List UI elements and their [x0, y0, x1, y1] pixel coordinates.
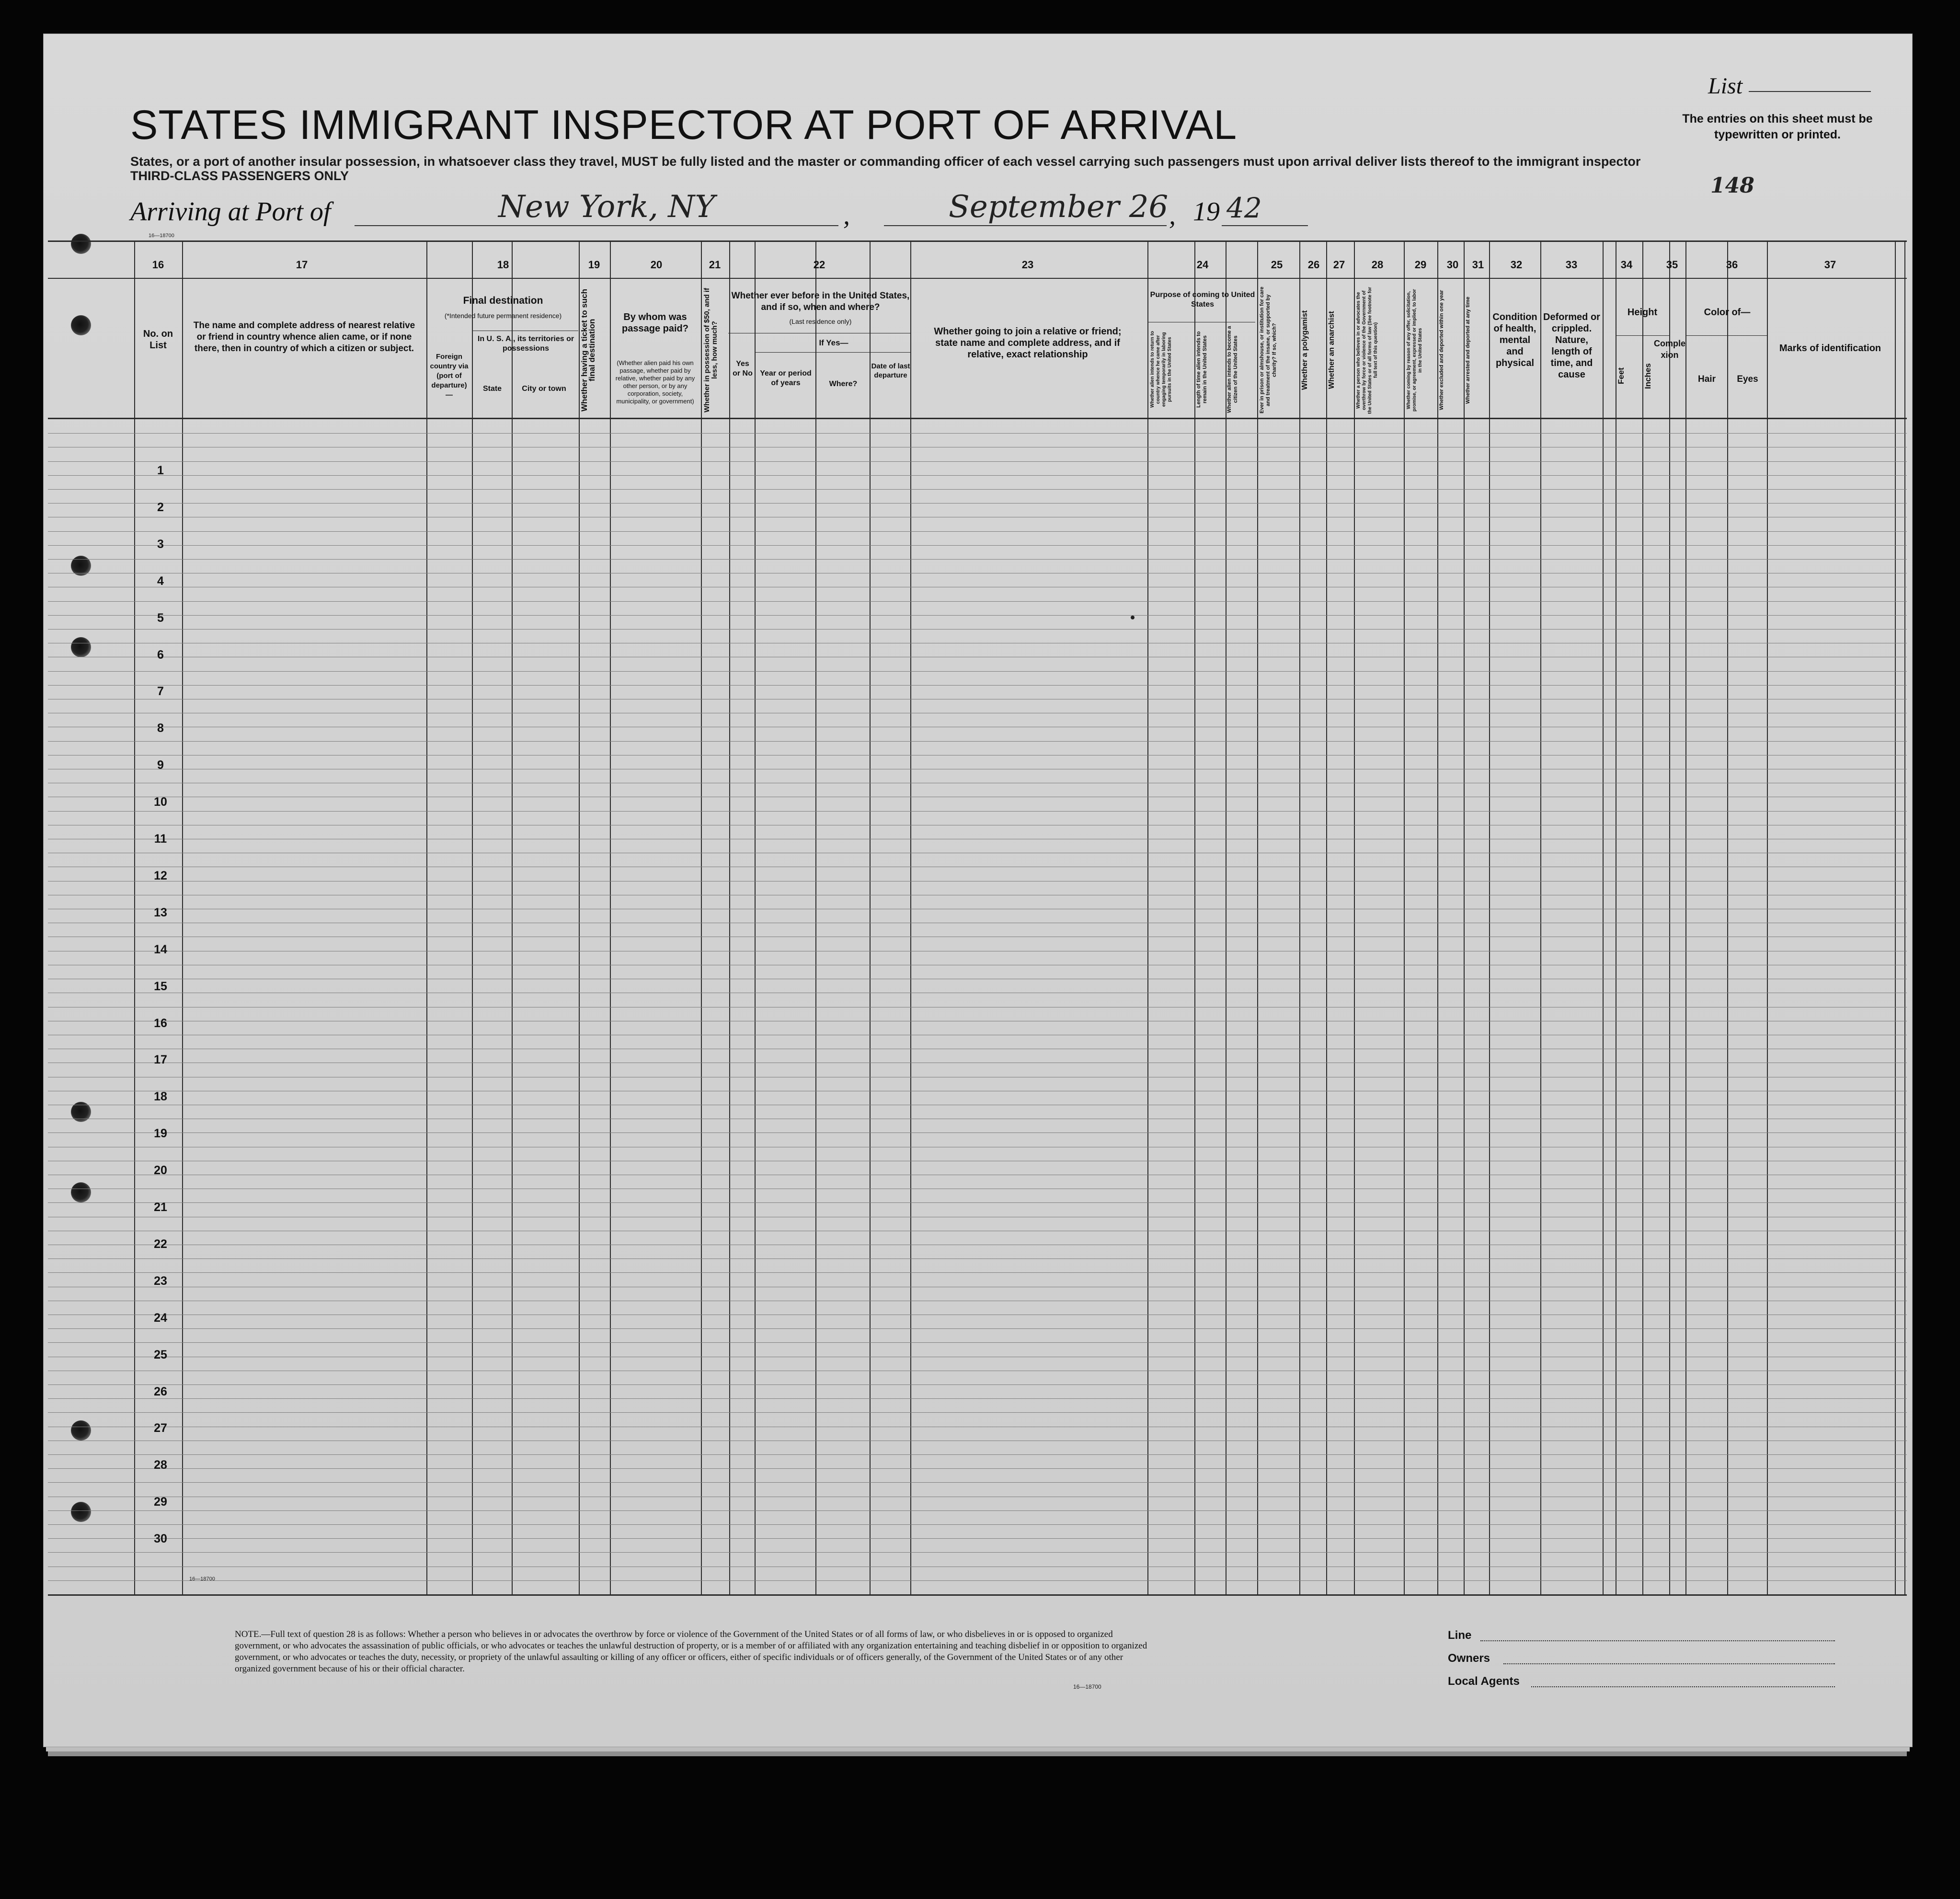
row-rule	[48, 1202, 1907, 1203]
header-deformed: Deformed or crippled. Nature, length of time, and cause	[1543, 312, 1600, 380]
c36-subrule	[1685, 335, 1767, 336]
column-divider	[1727, 242, 1728, 1595]
row-number: 21	[154, 1201, 167, 1214]
column-number-28: 28	[1371, 259, 1384, 271]
binder-hole-icon	[71, 637, 91, 657]
row-rule	[48, 1510, 1907, 1511]
row-rule	[48, 741, 1907, 742]
list-number-line	[1749, 91, 1871, 92]
line-label: Line	[1448, 1629, 1472, 1642]
header-relative-address: The name and complete address of nearest relative or friend in country whence alien came, or if none there, then in country of which a citizen or subject.	[193, 320, 415, 354]
column-divider	[1489, 242, 1490, 1595]
column-number-35: 35	[1666, 259, 1678, 271]
row-number: 11	[154, 832, 167, 846]
header-health: Condition of health, mental and physical	[1492, 312, 1537, 368]
column-divider	[512, 242, 513, 1595]
row-rule	[48, 1454, 1907, 1455]
row-rule	[48, 1342, 1907, 1343]
header-ever-before-us: Whether ever before in the United States, and if so, when and where?	[731, 291, 910, 312]
binder-hole-icon	[71, 1502, 91, 1522]
owners-dotted-field	[1503, 1663, 1835, 1664]
column-number-20: 20	[650, 259, 663, 271]
column-divider	[1669, 242, 1670, 1595]
ink-dot	[1131, 616, 1135, 619]
row-rule	[48, 545, 1907, 546]
row-number: 20	[154, 1164, 167, 1177]
row-number: 25	[154, 1348, 167, 1361]
row-number: 7	[157, 685, 164, 698]
row-number: 5	[157, 611, 164, 625]
row-number: 27	[154, 1421, 167, 1435]
column-number-25: 25	[1271, 259, 1283, 271]
port-underline	[355, 225, 838, 226]
year-underline	[1222, 225, 1308, 226]
column-divider	[1895, 242, 1896, 1595]
header-bottom-rule	[48, 418, 1907, 419]
sheet-number: 148	[1710, 173, 1754, 198]
subheader-divider	[1194, 322, 1195, 417]
row-number: 22	[154, 1237, 167, 1251]
row-rule	[48, 433, 1907, 434]
column-divider	[729, 242, 730, 1595]
row-number: 14	[154, 943, 167, 956]
row-number: 17	[154, 1053, 167, 1066]
column-number-30: 30	[1446, 259, 1459, 271]
column-divider	[1904, 242, 1905, 1595]
row-rule	[48, 1552, 1907, 1553]
date-value: September 26	[949, 189, 1169, 225]
binder-hole-icon	[71, 315, 91, 335]
list-label: List	[1708, 73, 1743, 99]
column-number-21: 21	[709, 259, 721, 271]
column-divider	[1404, 242, 1405, 1595]
column-divider	[870, 242, 871, 1595]
port-value: New York, NY	[498, 189, 715, 225]
row-number: 6	[157, 648, 164, 662]
line-dotted-field	[1480, 1640, 1835, 1641]
arriving-at-port-label: Arriving at Port of	[130, 197, 331, 227]
subheader-divider	[1642, 335, 1643, 417]
column-divider	[1437, 242, 1438, 1595]
entries-note: The entries on this sheet must be typewritten or printed.	[1682, 112, 1873, 141]
c22-ifyes-rule	[755, 352, 910, 353]
row-number: 24	[154, 1311, 167, 1325]
header-year-period: Year or period of years	[760, 369, 812, 387]
header-purpose-return: Whether alien intends to return to country whence he came after engaging temporarily in laboring pursuits in the United States	[1150, 331, 1172, 408]
row-number: 26	[154, 1385, 167, 1398]
row-rule	[48, 615, 1907, 616]
row-rule	[48, 1524, 1907, 1525]
manifest-sheet	[43, 34, 1913, 1747]
row-rule	[48, 1258, 1907, 1259]
header-feet: Feet	[1616, 367, 1626, 385]
year-prefix: 19	[1193, 197, 1220, 227]
column-number-37: 37	[1824, 259, 1836, 271]
row-number: 4	[157, 574, 164, 588]
header-yes-or-no: Yes or No	[733, 360, 753, 378]
column-divider	[1147, 242, 1148, 1595]
row-number: 3	[157, 538, 164, 551]
header-inches: Inches	[1643, 363, 1652, 389]
row-rule	[48, 1482, 1907, 1483]
row-number: 28	[154, 1458, 167, 1472]
column-divider	[910, 242, 911, 1595]
column-divider	[1685, 242, 1686, 1595]
column-number-33: 33	[1565, 259, 1578, 271]
column-number-27: 27	[1333, 259, 1345, 271]
row-number: 18	[154, 1090, 167, 1103]
header-overthrow: Whether a person who believes in or advocates the overthrow by force or violence of the Government of the United States or of all forms of law (See footnote for full text of this question)	[1356, 286, 1378, 414]
binder-hole-icon	[71, 1182, 91, 1202]
column-divider	[1257, 242, 1258, 1595]
header-city-or-town: City or town	[522, 385, 566, 393]
row-number: 23	[154, 1274, 167, 1288]
header-final-destination-note: (*Intended future permanent residence)	[444, 312, 562, 320]
column-divider	[1464, 242, 1465, 1595]
notice-line: States, or a port of another insular possession, in whatsoever class they travel, MUST be fully listed and the master or commanding officer of each vessel carrying such passengers must upon arrival deliver lists thereof to the immigrant inspector	[130, 154, 1641, 169]
binder-hole-icon	[71, 1420, 91, 1441]
header-purpose-citizen: Whether alien intends to become a citizen of the United States	[1226, 326, 1238, 413]
row-number: 2	[157, 501, 164, 514]
row-rule	[48, 461, 1907, 462]
column-number-23: 23	[1021, 259, 1034, 271]
column-number-rule	[48, 278, 1907, 279]
column-number-34: 34	[1620, 259, 1633, 271]
row-rule	[48, 1412, 1907, 1413]
column-divider	[1326, 242, 1327, 1595]
column-number-31: 31	[1472, 259, 1484, 271]
header-color-of: Color of—	[1704, 307, 1751, 318]
header-ticket: Whether having a ticket to such final destination	[580, 289, 596, 412]
row-rule	[48, 601, 1907, 602]
header-foreign-country: Foreign country via (port of departure)—	[430, 353, 469, 399]
column-divider	[426, 242, 427, 1595]
row-rule	[48, 531, 1907, 532]
column-divider	[1299, 242, 1300, 1595]
comma-separator: ,	[1169, 201, 1176, 230]
c34-subrule	[1616, 335, 1669, 336]
row-number: 8	[157, 721, 164, 735]
year-value: 42	[1226, 192, 1262, 224]
row-rule	[48, 559, 1907, 560]
header-anarchist: Whether an anarchist	[1328, 311, 1336, 389]
column-divider	[701, 242, 702, 1595]
row-number: 15	[154, 980, 167, 993]
header-arrested: Whether arrested and deported at any time	[1465, 297, 1471, 404]
header-if-yes: If Yes—	[819, 338, 848, 347]
row-rule	[48, 475, 1907, 476]
header-ever-before-note: (Last residence only)	[789, 318, 852, 325]
header-no-on-list: No. on List	[143, 329, 173, 351]
table-bottom-rule	[48, 1594, 1907, 1596]
local-agents-label: Local Agents	[1448, 1675, 1520, 1688]
header-where: Where?	[829, 380, 858, 388]
row-rule	[48, 671, 1907, 672]
column-divider	[1354, 242, 1355, 1595]
row-rule	[48, 1398, 1907, 1399]
column-number-24: 24	[1196, 259, 1209, 271]
row-number: 1	[157, 464, 164, 477]
header-complexion: Complexion	[1653, 339, 1685, 360]
column-number-22: 22	[813, 259, 825, 271]
column-number-16: 16	[152, 259, 164, 271]
page-edge-shadow-lower	[48, 1751, 1907, 1756]
column-divider	[1194, 242, 1195, 1595]
column-divider	[815, 242, 816, 1595]
column-divider	[182, 242, 183, 1595]
binder-hole-icon	[71, 234, 91, 254]
header-labor-offer: Whether coming by reason of any offer, solicitation, promise, or agreement, expressed or implied, to labor in the United States	[1406, 289, 1423, 412]
row-number: 29	[154, 1495, 167, 1509]
row-number: 12	[154, 869, 167, 882]
row-rule	[48, 811, 1907, 812]
subheader-divider	[815, 352, 816, 417]
header-in-usa: In U. S. A., its territories or possessions	[477, 335, 574, 353]
column-number-26: 26	[1307, 259, 1320, 271]
column-divider	[1767, 242, 1768, 1595]
column-divider	[1603, 242, 1604, 1595]
row-number: 9	[157, 758, 164, 772]
row-rule	[48, 1538, 1907, 1539]
footnote-form-code: 16—18700	[1073, 1683, 1101, 1690]
column-number-19: 19	[588, 259, 600, 271]
header-height: Height	[1627, 307, 1658, 318]
column-number-17: 17	[296, 259, 308, 271]
header-purpose-length: Length of time alien intends to remain in the United States	[1196, 331, 1208, 408]
row-number: 16	[154, 1017, 167, 1030]
column-divider	[1540, 242, 1541, 1595]
column-divider	[579, 242, 580, 1595]
comma-separator: ,	[843, 201, 850, 230]
row-rule	[48, 1272, 1907, 1273]
header-eyes: Eyes	[1737, 374, 1758, 384]
header-join-relative: Whether going to join a relative or friend; state name and complete address, and if relative, exact relationship	[934, 326, 1122, 360]
column-number-29: 29	[1414, 259, 1427, 271]
column-divider	[134, 242, 135, 1595]
form-code-top: 16—18700	[149, 233, 174, 239]
header-passage-paid-note: (Whether alien paid his own passage, whether paid by relative, whether paid by any other person, or by any corporation, society, municipality, or government)	[615, 359, 695, 405]
header-purpose: Purpose of coming to United States	[1150, 291, 1255, 309]
header-possession-50: Whether in possession of $50, and if less, how much?	[703, 287, 719, 413]
row-rule	[48, 1580, 1907, 1581]
page-title: STATES IMMIGRANT INSPECTOR AT PORT OF ARRIVAL	[130, 102, 1238, 148]
row-number: 30	[154, 1532, 167, 1545]
row-rule	[48, 1328, 1907, 1329]
row-rule	[48, 489, 1907, 490]
column-divider	[755, 242, 756, 1595]
row-number: 10	[154, 795, 167, 809]
column-divider	[610, 242, 611, 1595]
header-polygamist: Whether a polygamist	[1301, 310, 1309, 390]
column-divider	[472, 242, 473, 1595]
row-rule	[48, 1384, 1907, 1385]
header-marks-identification: Marks of identification	[1779, 343, 1881, 354]
column-number-36: 36	[1726, 259, 1738, 271]
row-number: 19	[154, 1127, 167, 1140]
column-divider	[1642, 242, 1643, 1595]
date-underline	[884, 225, 1167, 226]
row-number: 13	[154, 906, 167, 919]
row-rule	[48, 1468, 1907, 1469]
row-rule	[48, 685, 1907, 686]
header-prison: Ever in prison or almshouse, or institution for care and treatment of the insane, or supported by charity? If so, which?	[1259, 286, 1277, 414]
table-top-rule	[48, 240, 1907, 242]
form-code-bottom: 16—18700	[189, 1576, 215, 1582]
footnote-question-28: NOTE.—Full text of question 28 is as follows: Whether a person who believes in or advocates the overthrow by force or violence of the Government of the United States or of all forms of law, or who disbelieves in or is opposed to organized government, or who advocates the assassination of public officials, or who advocates or teaches the unlawful destruction of property, or is a member of or affiliated with any organization entertaining and teaching disbelief in or opposition to organized government, or who advocates or teaches the duty, necessity, or propriety of the unlawful assaulting or killing of any officer or officers, either of specific individuals or of officers generally, of the Government of the United States or of any other organized government because of his or their official character.	[235, 1629, 1147, 1674]
header-date-last-departure: Date of last departure	[871, 362, 910, 379]
column-number-18: 18	[497, 259, 509, 271]
local-agents-dotted-field	[1531, 1686, 1835, 1687]
class-line: THIRD-CLASS PASSENGERS ONLY	[130, 169, 349, 183]
header-passage-paid: By whom was passage paid?	[622, 312, 688, 334]
header-final-destination: Final destination	[463, 295, 543, 306]
column-number-32: 32	[1510, 259, 1523, 271]
header-excluded: Whether excluded and deported within one year	[1439, 290, 1444, 411]
header-hair: Hair	[1698, 374, 1716, 384]
owners-label: Owners	[1448, 1652, 1490, 1665]
header-state: State	[482, 385, 502, 393]
